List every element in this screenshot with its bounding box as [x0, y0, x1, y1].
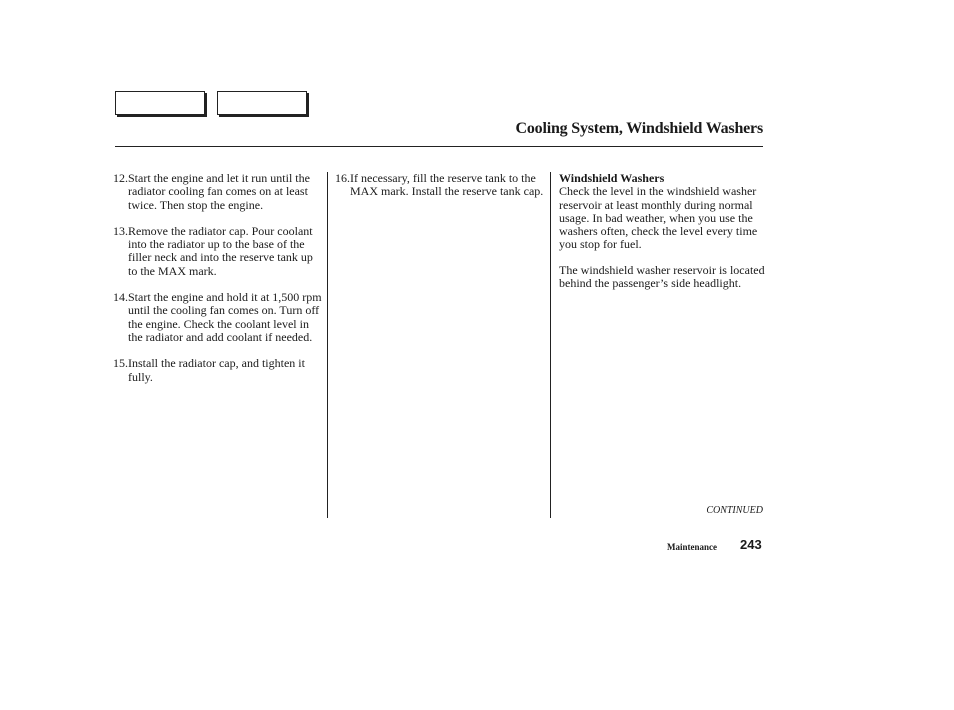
step-14: [113, 291, 325, 344]
section-label: Maintenance: [667, 542, 717, 552]
step-number: 13.: [113, 223, 128, 238]
column-divider-1: [327, 172, 328, 518]
continued-label: CONTINUED: [706, 505, 763, 516]
step-text: Install the radiator cap, and tighten it fully.: [128, 356, 305, 384]
column-right: [559, 172, 769, 302]
tab-box-right: [217, 91, 307, 115]
page-number: 243: [740, 537, 762, 552]
step-text: Remove the radiator cap. Pour coolant into the radiator up to the base of the filler neck and into the reserve tank up to the MAX mark.: [128, 223, 313, 278]
step-12: [113, 172, 325, 212]
step-16: [335, 172, 547, 199]
step-15: [113, 357, 325, 384]
step-text: If necessary, fill the reserve tank to the MAX mark. Install the reserve tank cap.: [350, 171, 544, 199]
step-number: 12.: [113, 171, 128, 185]
step-number: 15.: [113, 356, 128, 371]
step-text: Start the engine and hold it at 1,500 rpm until the cooling fan comes on. Turn off the engine. Check the coolant level in the radiator and add coolant if needed.: [128, 290, 322, 344]
column-left: [113, 172, 325, 397]
title-divider: [115, 146, 763, 147]
step-text: Start the engine and let it run until the radiator cooling fan comes on at least twice. Then stop the engine.: [128, 171, 310, 212]
page-title: Cooling System, Windshield Washers: [515, 120, 763, 137]
step-13: [113, 225, 325, 278]
paragraph: The windshield washer reservoir is located behind the passenger’s side headlight.: [559, 262, 765, 291]
column-divider-2: [550, 172, 551, 518]
step-number: 16.: [335, 171, 350, 185]
paragraph: Check the level in the windshield washer reservoir at least monthly during normal usage. In bad weather, when you use the washers often, check the level every time you stop for fuel.: [559, 184, 758, 252]
section-heading: Windshield Washers: [559, 171, 665, 185]
column-middle: [335, 172, 547, 212]
step-number: 14.: [113, 290, 128, 305]
tab-box-left: [115, 91, 205, 115]
